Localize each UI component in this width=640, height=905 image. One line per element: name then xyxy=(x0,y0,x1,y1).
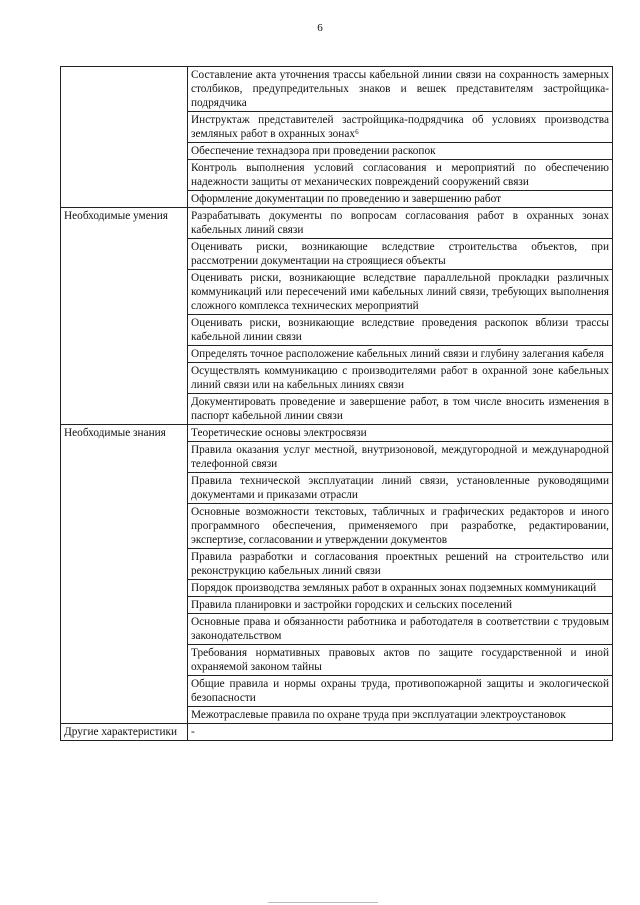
section-item: Теоретические основы электросвязи xyxy=(188,425,613,442)
page-number: 6 xyxy=(317,22,323,34)
section-item: Определять точное расположение кабельных линий связи и глубину залегания кабеля xyxy=(188,346,613,363)
section-item: Порядок производства земляных работ в охранных зонах подземных коммуникаций xyxy=(188,580,613,597)
section-item: Оценивать риски, возникающие вследствие строительства объектов, при рассмотрении документации на строящиеся объекты xyxy=(188,239,613,270)
section-item: Основные возможности текстовых, табличных и графических редакторов и иного программного обеспечения, применяемого при разработке, редактировании, экспертизе, согласовании и утверждении документов xyxy=(188,504,613,549)
section-item: Документировать проведение и завершение работ, в том числе вносить изменения в паспорт кабельной линии связи xyxy=(188,394,613,425)
section-item: Контроль выполнения условий согласования и мероприятий по обеспечению надежности защиты от механических повреждений сооружений связи xyxy=(188,160,613,191)
section-item: Обеспечение технадзора при проведении раскопок xyxy=(188,143,613,160)
section-item: Оформление документации по проведению и завершению работ xyxy=(188,191,613,208)
section-item: Оценивать риски, возникающие вследствие проведения раскопок вблизи трассы кабельной линии связи xyxy=(188,315,613,346)
section-item: Основные права и обязанности работника и работодателя в соответствии с трудовым законодательством xyxy=(188,614,613,645)
table-row xyxy=(61,724,613,741)
section-item: Общие правила и нормы охраны труда, противопожарной защиты и экологической безопасности xyxy=(188,676,613,707)
section-item: Осуществлять коммуникацию с производителями работ в охранной зоне кабельных линий связи или на кабельных линиях связи xyxy=(188,363,613,394)
section-item: Правила разработки и согласования проектных решений на строительство или реконструкцию кабельных линий связи xyxy=(188,549,613,580)
competency-table xyxy=(60,66,613,741)
section-item: - xyxy=(188,724,613,741)
section-item: Правила планировки и застройки городских и сельских поселений xyxy=(188,597,613,614)
table-row xyxy=(61,208,613,239)
section-item: Требования нормативных правовых актов по защите государственной и иной охраняемой законом тайны xyxy=(188,645,613,676)
section-label: Необходимые умения xyxy=(61,208,188,425)
section-item: Межотраслевые правила по охране труда при эксплуатации электроустановок xyxy=(188,707,613,724)
section-item: Правила оказания услуг местной, внутризоновой, междугородной и международной телефонной связи xyxy=(188,442,613,473)
section-item: Разрабатывать документы по вопросам согласования работ в охранных зонах кабельных линий связи xyxy=(188,208,613,239)
table-row xyxy=(61,425,613,442)
table-row xyxy=(61,67,613,112)
section-item: Правила технической эксплуатации линий связи, установленные руководящими документами и приказами отрасли xyxy=(188,473,613,504)
section-label: Другие характеристики xyxy=(61,724,188,741)
section-item: Составление акта уточнения трассы кабельной линии связи на сохранность замерных столбиков, предупредительных знаков и вешек представителям застройщика-подрядчика xyxy=(188,67,613,112)
scan-artifact-line xyxy=(268,902,378,903)
section-label: Необходимые знания xyxy=(61,425,188,724)
section-item: Инструктаж представителей застройщика-подрядчика об условиях производства земляных работ в охранных зонах⁶ xyxy=(188,112,613,143)
section-label xyxy=(61,67,188,208)
section-item: Оценивать риски, возникающие вследствие параллельной прокладки различных коммуникаций или пересечений ими кабельных линий связи, требующих выполнения сложного комплекса технических мероприятий xyxy=(188,270,613,315)
